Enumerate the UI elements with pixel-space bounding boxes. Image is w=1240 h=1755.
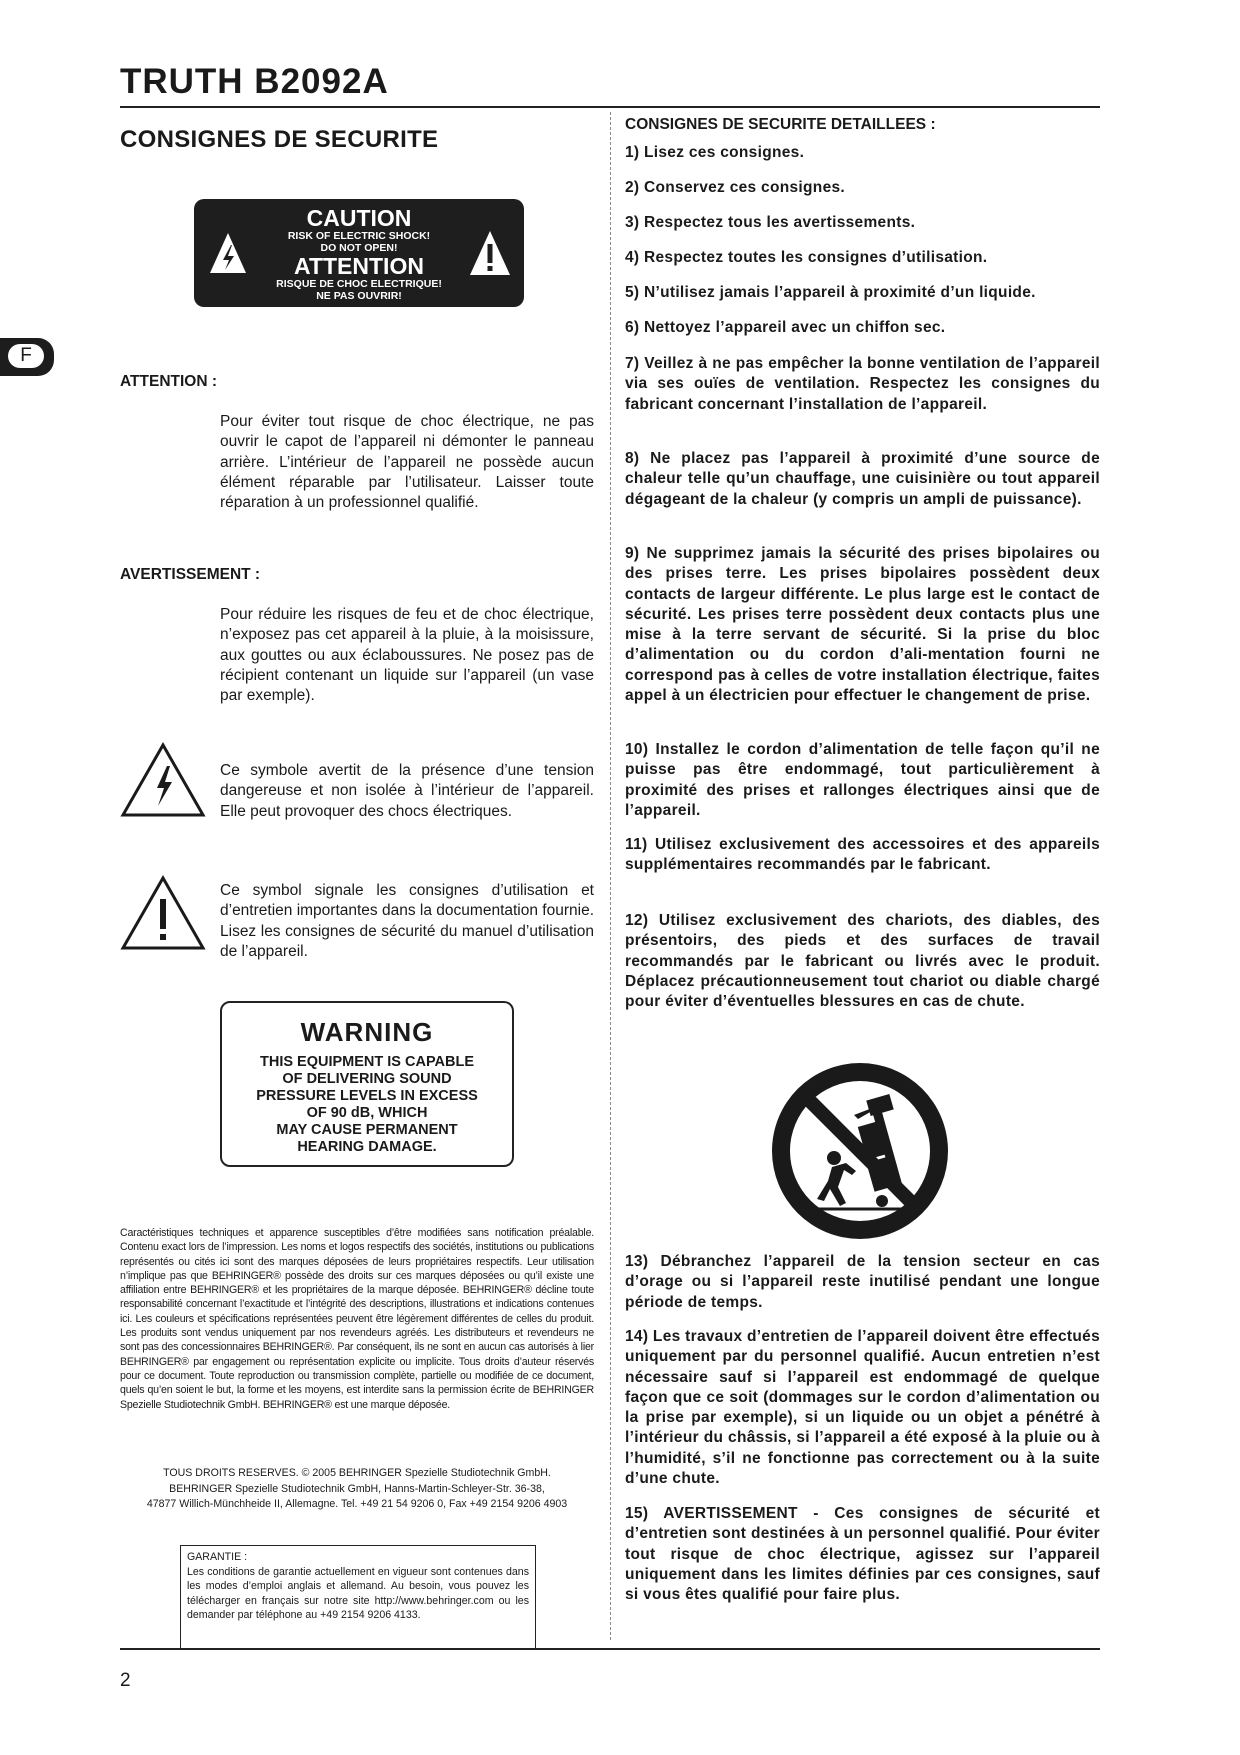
- attention-sub2: NE PAS OUVRIR!: [316, 290, 402, 302]
- caution-sub1: RISK OF ELECTRIC SHOCK!: [287, 230, 431, 242]
- avertissement-label: AVERTISSEMENT :: [120, 566, 261, 583]
- consigne-item: 4) Respectez toutes les consignes d’utilisation.: [625, 249, 988, 266]
- attention-text: Pour éviter tout risque de choc électrique, ne pas ouvrir le capot de l’appareil ni démonter le panneau arrière. L’intérieur de l’appareil ne possède aucun élément réparable par l’utilisateur. Laisser toute réparation à un professionnel qualifié.: [220, 413, 594, 512]
- language-tab: [0, 338, 54, 376]
- consigne-item: 7) Veillez à ne pas empêcher la bonne ventilation de l’appareil via ses ouïes de ventilation. Respectez les consignes du fabricant concernant l’installation de l’appareil.: [625, 355, 1100, 413]
- warning-line: OF DELIVERING SOUND: [282, 1071, 452, 1087]
- language-tab-label: F: [8, 344, 44, 368]
- consigne-item: 12) Utilisez exclusivement des chariots, des diables, des présentoirs, des pieds et des surfaces de travail recommandés par le fabricant ou livrés avec le produit. Déplacez précautionneusement tout chariot ou diable chargé pour éviter d’éventuelles blessures en cas de chute.: [625, 912, 1100, 1011]
- warning-body: [222, 1054, 512, 1156]
- high-voltage-symbol-icon: [120, 742, 206, 818]
- detailed-instructions-title: CONSIGNES DE SECURITE DETAILLEES :: [625, 116, 936, 133]
- attention-heading: ATTENTION: [294, 253, 424, 279]
- copyright-line: TOUS DROITS RESERVES. © 2005 BEHRINGER Spezielle Studiotechnik GmbH.: [163, 1467, 551, 1479]
- consigne-item: 9) Ne supprimez jamais la sécurité des prises bipolaires ou des prises terre. Les prises bipolaires possèdent deux contacts de largeur différente. Le plus large est le contact de sécurité. Les prises terre possèdent deux contacts plus une mise à la terre servant de sécurité. Si la prise du bloc d’alimentation ou du cordon d’ali-mentation fourni ne correspond pas à celles de votre installation électrique, faites appel à un électricien pour effectuer le changement de prise.: [625, 545, 1100, 705]
- header-rule: [120, 106, 1100, 108]
- copyright-line: BEHRINGER Spezielle Studiotechnik GmbH, Hanns-Martin-Schleyer-Str. 36-38,: [169, 1482, 545, 1495]
- consigne-item: 8) Ne placez pas l’appareil à proximité d’une source de chaleur telle qu’un chauffage, une cuisinière ou tout appareil dégageant de la chaleur (y compris un ampli de puissance).: [625, 450, 1100, 508]
- attention-label: ATTENTION :: [120, 373, 218, 390]
- warning-box: [220, 1001, 514, 1167]
- copyright-line: 47877 Willich-Münchheide II, Allemagne. Tel. +49 21 54 9206 0, Fax +49 2154 9206 4903: [146, 1498, 568, 1510]
- consigne-item: 11) Utilisez exclusivement des accessoires et des appareils supplémentaires recommandés par le fabricant.: [625, 836, 1100, 874]
- consigne-item: 10) Installez le cordon d’alimentation de telle façon qu’il ne puisse pas être endommagé, tout particulièrement à proximité des prises et rallonges électriques ainsi que de l’appareil.: [625, 741, 1100, 819]
- cart-tipover-icon: [772, 1063, 948, 1239]
- avertissement-text: Pour réduire les risques de feu et de choc électrique, n’exposez pas cet appareil à la pluie, à la moisissure, aux gouttes ou aux éclaboussures. Ne posez pas de récipient contenant un liquide sur l’appareil (un vase par exemple).: [220, 606, 594, 705]
- warning-line: THIS EQUIPMENT IS CAPABLE: [259, 1054, 475, 1070]
- consigne-item: 2) Conservez ces consignes.: [625, 179, 846, 196]
- legal-disclaimer: Caractéristiques techniques et apparence susceptibles d’être modifiées sans notification préalable. Contenu exact lors de l’impression. Les noms et logos respectifs des sociétés, institutions ou publications représentés ou cités ici sont des marques déposées de leurs propriétaires respectifs. Leur utilisation n’implique pas que BEHRINGER® possède des droits sur ces marques déposées ou qu’il existe une affiliation entre BEHRINGER® et les propriétaires de la marque déposée. BEHRINGER® décline toute responsabilité concernant l’exactitude et l’intégrité des descriptions, illustrations et indications contenues ici. Les couleurs et spécifications représentées peuvent être légèrement différentes de celles du produit. Les produits sont vendus uniquement par nos revendeurs agréés. Les distributeurs et revendeurs ne sont pas des concessionnaires BEHRINGER®. Par conséquent, ils ne sont en aucun cas autorisés à lier BEHRINGER® par engagement ou représentation explicite ou implicite. Tous droits d’auteur réservés pour ce document. Toute reproduction ou transmission complète, partielle ou modifiée de ce document, quels qu’en soient le but, la forme et les moyens, est interdite sans la permission écrite de BEHRINGER Spezielle Studiotechnik GmbH. BEHRINGER® est une marque déposée.: [120, 1227, 594, 1411]
- page-number: 2: [120, 1670, 131, 1691]
- column-divider: [610, 112, 611, 1640]
- consigne-item: 14) Les travaux d’entretien de l’appareil doivent être effectués uniquement par du personnel qualifié. Aucun entretien n’est nécessaire sauf si l’appareil est endommagé de quelque façon que ce soit (dommages sur le cordon d’alimentation ou la prise par exemple), si un liquide ou un objet a pénétré à l’intérieur du châssis, si l’appareil a été exposé à la pluie ou à l’humidité, s’il ne fonctionne pas correctement ou à la suite d’une chute.: [625, 1328, 1100, 1488]
- attention-sub1: RISQUE DE CHOC ELECTRIQUE!: [276, 278, 442, 290]
- warning-line: OF 90 dB, WHICH: [306, 1105, 428, 1121]
- warning-title: WARNING: [300, 1017, 434, 1047]
- footer-rule: [120, 1648, 1100, 1650]
- caution-heading: CAUTION: [306, 205, 412, 231]
- warranty-text: Les conditions de garantie actuellement en vigueur sont contenues dans les modes d’emploi anglais et allemand. Au besoin, vous pouvez les télécharger en français sur notre site http://www.behringer.com ou les demander par téléphone au +49 2154 9206 4133.: [187, 1565, 529, 1622]
- copyright-notice: [120, 1466, 594, 1513]
- consigne-item: 13) Débranchez l’appareil de la tension secteur en cas d’orage ou si l’appareil reste inutilisé pendant une longue période de temps.: [625, 1253, 1100, 1311]
- consigne-item: 3) Respectez tous les avertissements.: [625, 214, 916, 231]
- exclamation-icon: [468, 229, 512, 277]
- consigne-item: 6) Nettoyez l’appareil avec un chiffon sec.: [625, 319, 946, 336]
- symbol1-text: Ce symbole avertit de la présence d’une tension dangereuse et non isolée à l’intérieur de l’appareil. Elle peut provoquer des chocs électriques.: [220, 762, 594, 820]
- consigne-item: 15) AVERTISSEMENT - Ces consignes de sécurité et d’entretien sont destinées à un personnel qualifié. Pour éviter tout risque de choc électrique, agissez sur l’appareil uniquement dans les limites définies par ces consignes, sauf si vous êtes qualifié pour faire plus.: [625, 1505, 1100, 1604]
- warranty-label: GARANTIE :: [187, 1551, 248, 1563]
- warning-line: PRESSURE LEVELS IN EXCESS: [256, 1088, 478, 1104]
- warning-line: MAY CAUSE PERMANENT: [276, 1122, 458, 1138]
- warranty-box: [180, 1545, 536, 1649]
- caution-sub2: DO NOT OPEN!: [320, 242, 398, 254]
- consigne-item: 1) Lisez ces consignes.: [625, 144, 805, 161]
- symbol2-text: Ce symbol signale les consignes d’utilisation et d’entretien importantes dans la documentation fournie. Lisez les consignes de sécurité du manuel d’utilisation de l’appareil.: [220, 882, 594, 960]
- section-title: CONSIGNES DE SECURITE: [120, 126, 439, 153]
- consigne-item: 5) N’utilisez jamais l’appareil à proximité d’un liquide.: [625, 284, 1036, 301]
- warning-line: HEARING DAMAGE.: [297, 1139, 437, 1155]
- document-title: TRUTH B2092A: [120, 62, 389, 101]
- caution-label: [194, 199, 524, 307]
- exclamation-symbol-icon: [120, 875, 206, 951]
